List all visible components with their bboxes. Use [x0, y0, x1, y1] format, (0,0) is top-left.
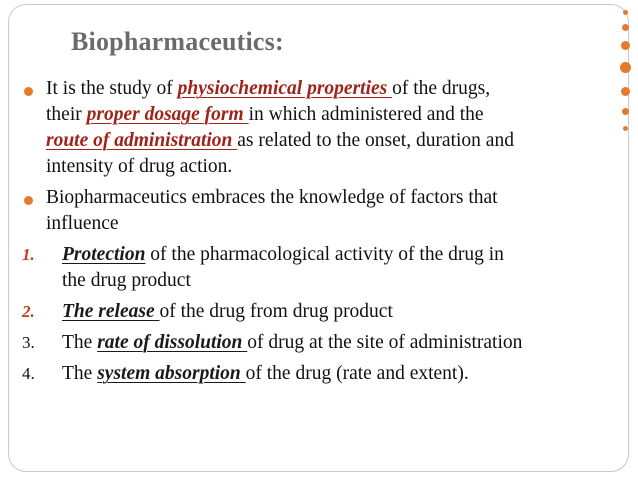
key-term: proper dosage form	[86, 104, 249, 125]
text: of the pharmacological activity of the drug in	[145, 244, 504, 265]
bullet-item	[22, 185, 618, 237]
item-number: 3.	[22, 333, 35, 352]
dot-icon	[623, 10, 628, 15]
item-number: 1.	[22, 245, 35, 264]
bullet-item	[22, 76, 618, 180]
dot-icon	[622, 108, 629, 115]
text: The	[62, 332, 98, 353]
dot-icon	[623, 126, 628, 131]
text: of drug at the site of administration	[247, 332, 523, 353]
dot-icon	[620, 62, 631, 73]
text: The	[62, 363, 98, 384]
text: in which administered and the	[248, 104, 484, 125]
slide-content	[22, 76, 618, 387]
text-line: intensity of drug action.	[46, 156, 233, 177]
dot-icon	[622, 24, 629, 31]
key-term: route of administration	[46, 130, 238, 151]
text: of the drug from drug product	[159, 301, 393, 322]
text-line	[62, 299, 618, 325]
numbered-item	[22, 242, 618, 294]
key-term: Protection	[62, 244, 146, 265]
dot-icon	[621, 87, 630, 96]
text-line	[46, 128, 618, 154]
item-number: 4.	[22, 364, 35, 383]
bullet-icon	[24, 196, 33, 205]
text-line: influence	[46, 213, 119, 234]
key-term: system absorption	[97, 363, 246, 384]
text: their	[46, 104, 87, 125]
text-line: Biopharmaceutics embraces the knowledge of factors that	[46, 187, 498, 208]
text-line	[62, 361, 618, 387]
key-term: rate of dissolution	[97, 332, 248, 353]
text-line	[62, 330, 618, 356]
dot-icon	[621, 41, 630, 50]
numbered-item	[22, 299, 618, 325]
slide-title: Biopharmaceutics:	[71, 27, 284, 56]
numbered-item	[22, 330, 618, 356]
text-line	[62, 242, 618, 268]
text: It is the study of	[46, 78, 178, 99]
numbered-item	[22, 361, 618, 387]
text-line	[46, 102, 618, 128]
text: of the drugs,	[392, 78, 491, 99]
text-line	[46, 76, 618, 102]
text: as related to the onset, duration and	[237, 130, 514, 151]
bullet-icon	[24, 87, 33, 96]
key-term: The release	[62, 301, 160, 322]
text-line: the drug product	[62, 270, 191, 291]
key-term: physiochemical properties	[177, 78, 393, 99]
item-number: 2.	[22, 302, 35, 321]
text: of the drug (rate and extent).	[245, 363, 469, 384]
